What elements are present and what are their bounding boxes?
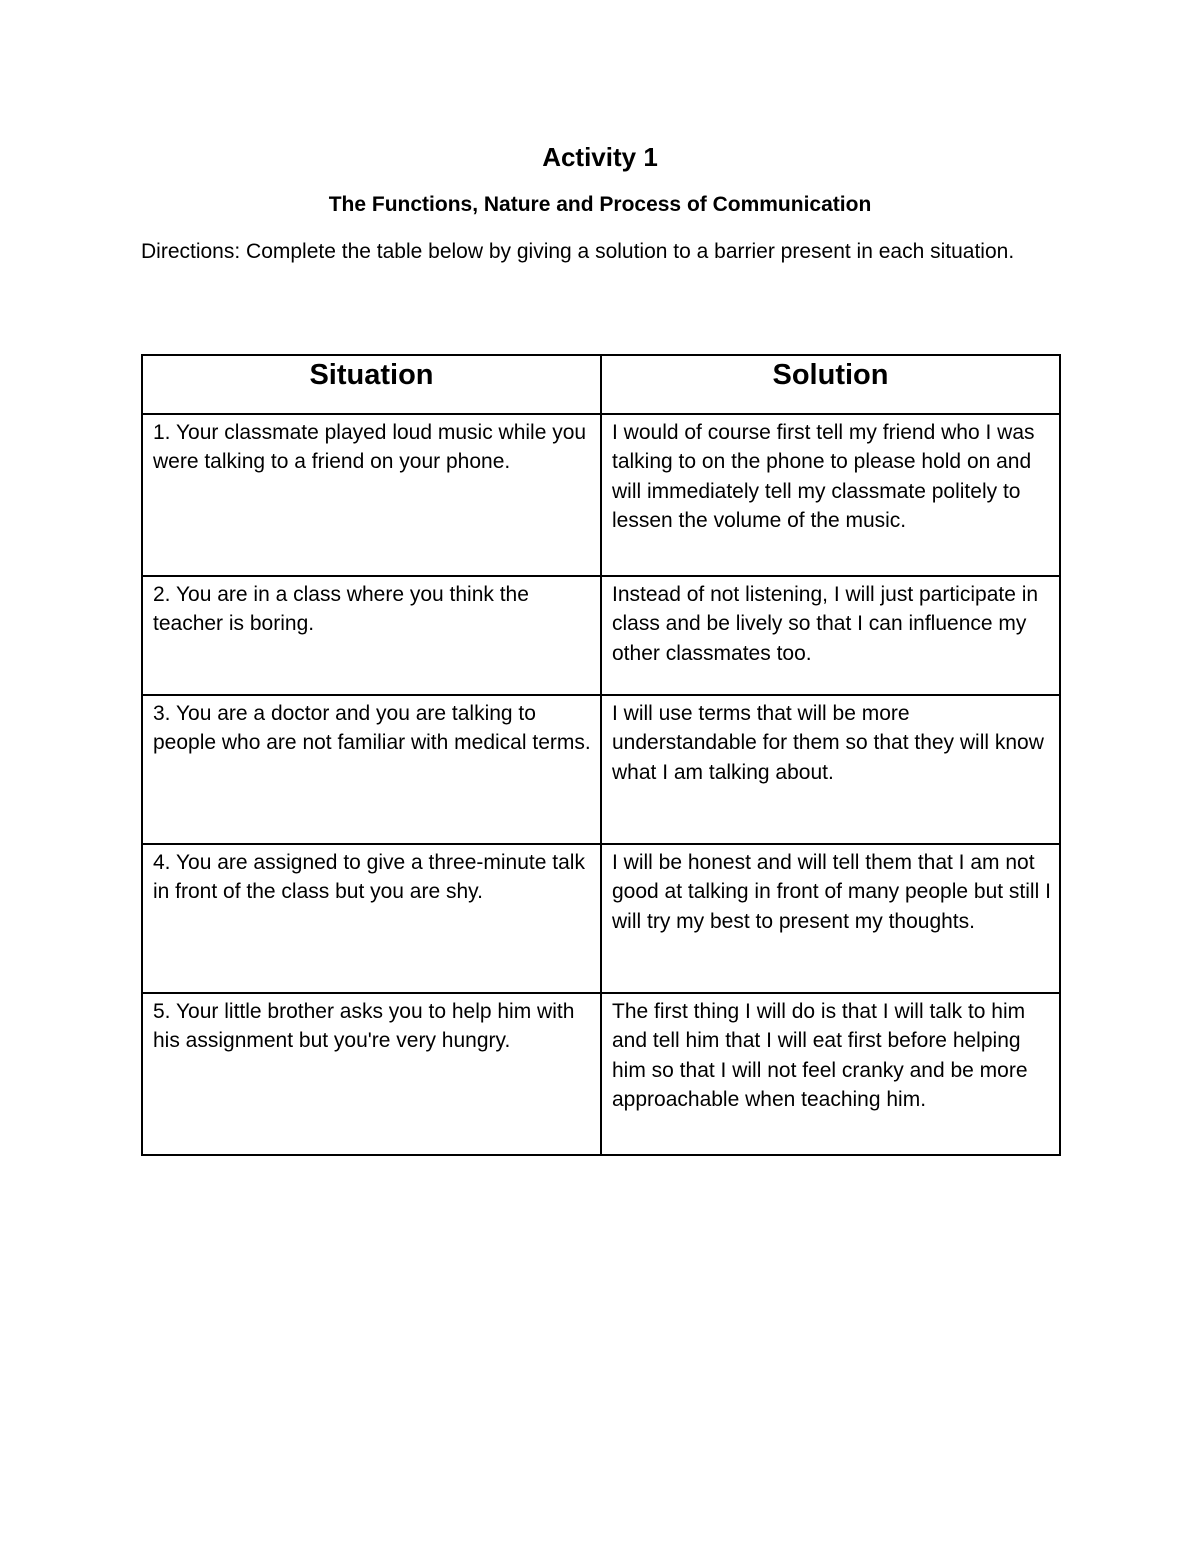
situation-text: 5. Your little brother asks you to help him with his assignment but you're very hungry. bbox=[153, 1000, 575, 1053]
table-header-row bbox=[142, 355, 1060, 414]
solution-cell bbox=[601, 695, 1060, 844]
solution-text: The first thing I will do is that I will talk to him and tell him that I will eat first before helping him so that I will not feel cranky and be more approachable when teaching him. bbox=[612, 1000, 1028, 1111]
page-title: Activity 1 bbox=[542, 142, 658, 172]
table-row bbox=[142, 993, 1060, 1155]
situation-cell bbox=[142, 414, 601, 576]
situation-text: 1. Your classmate played loud music while you were talking to a friend on your phone. bbox=[153, 421, 587, 474]
solution-text: Instead of not listening, I will just participate in class and be lively so that I can influence my other classmates too. bbox=[612, 583, 1039, 665]
table-row bbox=[142, 695, 1060, 844]
page-subtitle: The Functions, Nature and Process of Communication bbox=[328, 193, 872, 216]
situation-solution-table bbox=[141, 354, 1061, 1156]
situation-text: 2. You are in a class where you think the teacher is boring. bbox=[153, 583, 529, 636]
table-row bbox=[142, 414, 1060, 576]
situation-text: 4. You are assigned to give a three-minute talk in front of the class but you are shy. bbox=[153, 851, 585, 904]
header-solution: Solution bbox=[601, 355, 1060, 414]
situation-cell bbox=[142, 844, 601, 993]
solution-text: I will use terms that will be more understandable for them so that they will know what I am talking about. bbox=[612, 702, 1044, 784]
solution-cell bbox=[601, 414, 1060, 576]
table-row bbox=[142, 576, 1060, 695]
situation-cell bbox=[142, 695, 601, 844]
situation-cell bbox=[142, 576, 601, 695]
situation-cell bbox=[142, 993, 601, 1155]
solution-cell bbox=[601, 993, 1060, 1155]
solution-cell bbox=[601, 576, 1060, 695]
table-row bbox=[142, 844, 1060, 993]
directions-text: Directions: Complete the table below by giving a solution to a barrier present in each situation. bbox=[141, 240, 1015, 263]
solution-text: I will be honest and will tell them that I am not good at talking in front of many people but still I will try my best to present my thoughts. bbox=[612, 851, 1051, 933]
solution-text: I would of course first tell my friend who I was talking to on the phone to please hold on and will immediately tell my classmate politely to lessen the volume of the music. bbox=[612, 421, 1035, 532]
header-situation: Situation bbox=[142, 355, 601, 414]
situation-text: 3. You are a doctor and you are talking to people who are not familiar with medical terms. bbox=[153, 702, 591, 755]
solution-cell bbox=[601, 844, 1060, 993]
